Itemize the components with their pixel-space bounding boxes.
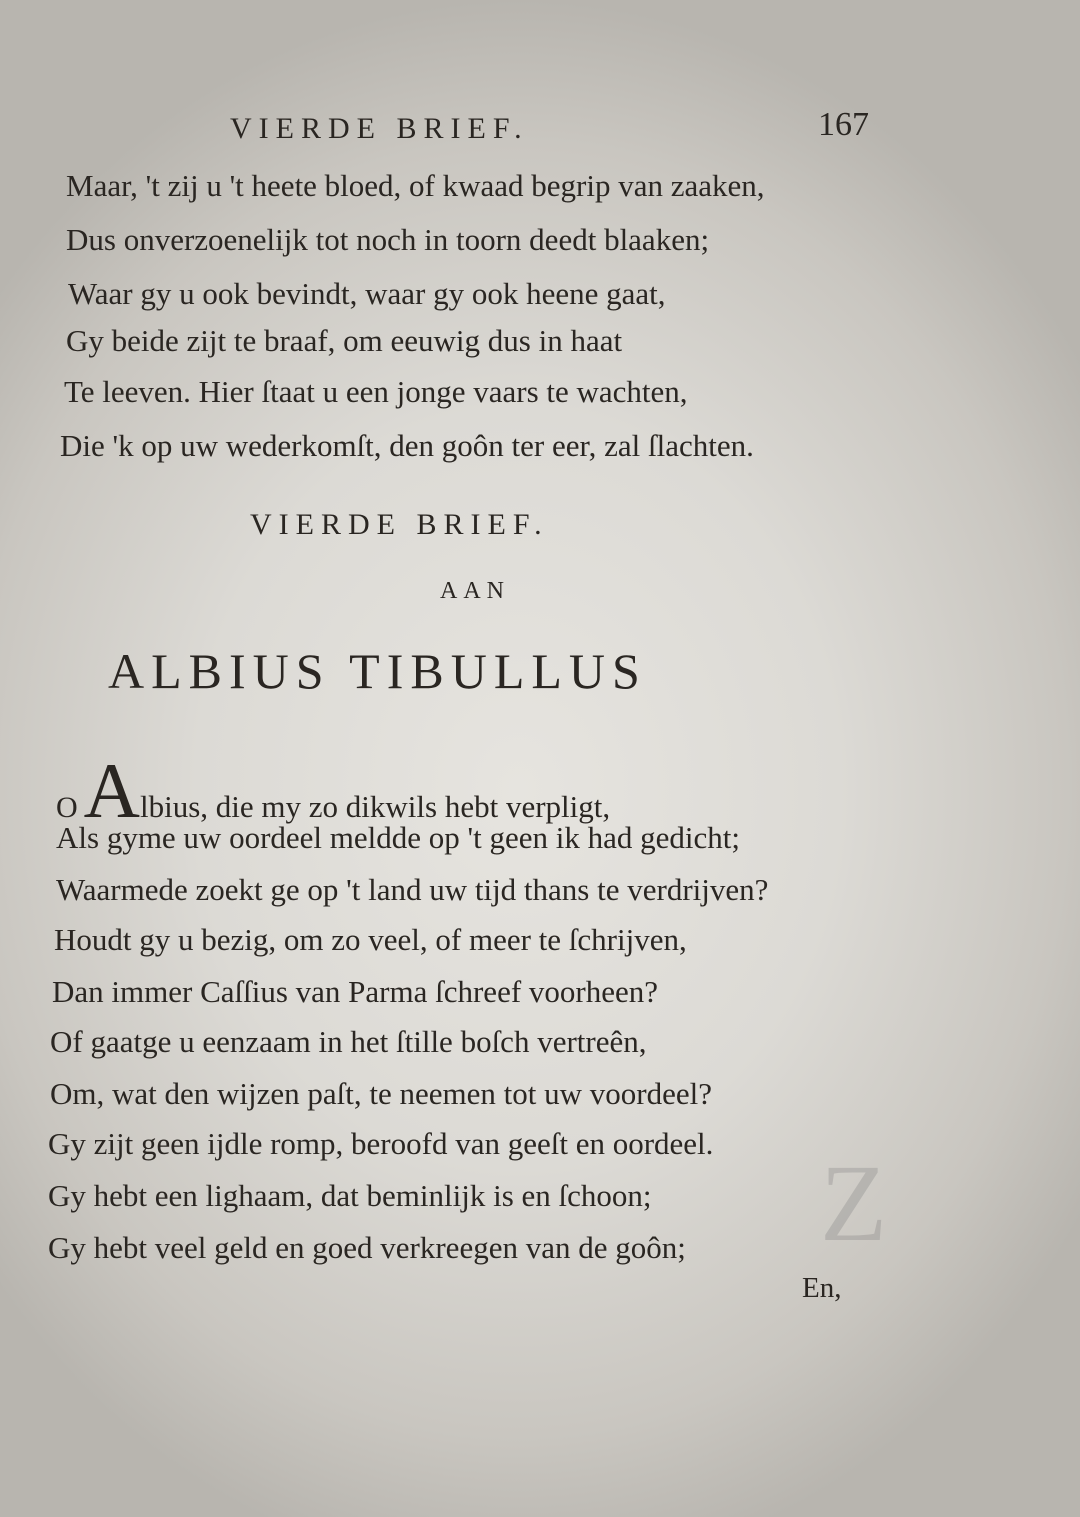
verse-line: Dan immer Caſſius van Parma ſchreef voorheen? xyxy=(52,974,658,1009)
verse-line: Dus onverzoenelijk tot noch in toorn deedt blaaken; xyxy=(66,222,710,257)
section-addressee-prefix: AAN xyxy=(440,578,510,604)
section-title: VIERDE BRIEF. xyxy=(250,508,549,541)
verse-line: Gy hebt veel geld en goed verkreegen van de goôn; xyxy=(48,1230,686,1265)
catchword: En, xyxy=(802,1272,842,1304)
page-number: 167 xyxy=(818,106,869,143)
first-line-rest: lbius, die my zo dikwils hebt verpligt, xyxy=(140,789,611,824)
verse-line: Gy hebt een lighaam, dat beminlijk is en ſchoon; xyxy=(48,1178,652,1213)
bleed-through-letter: Z xyxy=(820,1142,888,1264)
verse-line: Als gyme uw oordeel meldde op 't geen ik had gedicht; xyxy=(56,820,740,855)
verse-line: Of gaatge u eenzaam in het ſtille boſch vertreên, xyxy=(50,1024,647,1059)
first-verse-line xyxy=(56,747,611,834)
verse-line: Gy beide zijt te braaf, om eeuwig dus in haat xyxy=(66,323,623,358)
verse-line: Houdt gy u bezig, om zo veel, of meer te ſchrijven, xyxy=(54,922,687,957)
verse-line: Te leeven. Hier ſtaat u een jonge vaars te wachten, xyxy=(64,374,688,409)
verse-line: Om, wat den wijzen paſt, te neemen tot uw voordeel? xyxy=(50,1076,712,1111)
first-line-lead: O xyxy=(56,791,78,824)
running-head: VIERDE BRIEF. xyxy=(230,112,529,145)
verse-line: Waarmede zoekt ge op 't land uw tijd thans te verdrijven? xyxy=(56,872,769,907)
drop-cap: A xyxy=(83,747,141,834)
verse-line: Die 'k op uw wederkomſt, den goôn ter eer, zal ſlachten. xyxy=(60,428,754,463)
verse-line: Gy zijt geen ijdle romp, beroofd van geeſt en oordeel. xyxy=(48,1126,714,1161)
verse-line: Maar, 't zij u 't heete bloed, of kwaad begrip van zaaken, xyxy=(66,168,765,203)
section-addressee-name: ALBIUS TIBULLUS xyxy=(108,643,647,699)
verse-line: Waar gy u ook bevindt, waar gy ook heene gaat, xyxy=(68,276,666,311)
